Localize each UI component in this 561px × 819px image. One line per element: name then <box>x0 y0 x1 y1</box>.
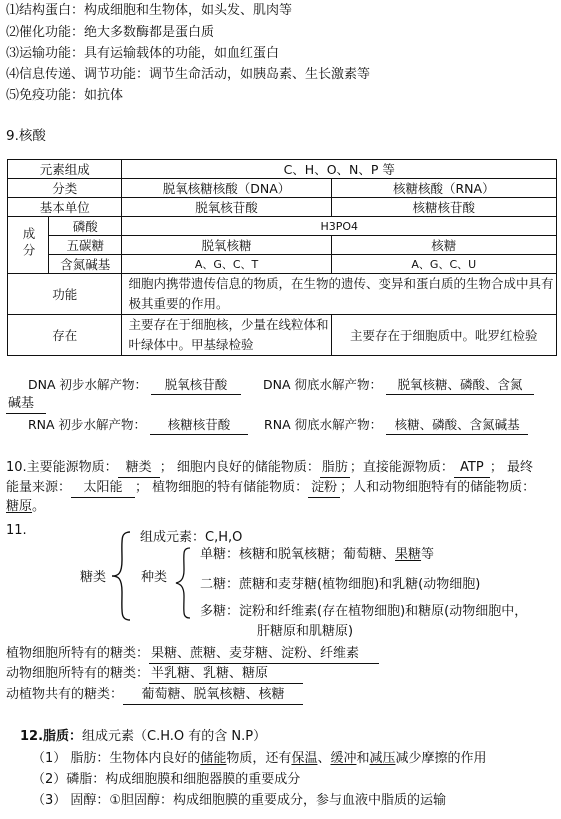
cell-rna-unit: 核糖核苷酸 <box>331 198 556 217</box>
section-12-title-line <box>20 728 266 746</box>
cell-rna-location: 主要存在于细胞质中。吡罗红检验 <box>331 315 556 356</box>
animal-sugars-answer: 半乳糖、乳糖、糖原 <box>149 665 303 684</box>
lipid-item-2: （2）磷脂：构成细胞膜和细胞器膜的重要成分 <box>32 772 301 787</box>
s10-answer-4: 太阳能 <box>71 479 135 498</box>
dna-complete-cont <box>6 395 46 414</box>
lipid-1-a: （1） 脂肪：生物体内良好的 <box>32 751 201 766</box>
rna-initial-answer: 核糖核苷酸 <box>150 416 248 435</box>
s10-text-7: ；人和动物细胞特有的储能物质： <box>340 480 536 495</box>
function-line-5: ⑸免疫功能：如抗体 <box>6 88 124 103</box>
cell-rna-sugar: 核糖 <box>331 236 556 255</box>
cell-sugar-label: 五碳糖 <box>49 236 122 255</box>
function-line-4: ⑷信息传递、调节功能：调节生命活动，如胰岛素、生长激素等 <box>6 67 371 82</box>
mono-end: 等 <box>421 547 435 562</box>
cell-function-text: 细胞内携带遗传信息的物质，在生物的遗传、变异和蛋白质的生物合成中具有极其重要的作用。 <box>122 274 557 315</box>
section-12-title-rest: 组成元素（C.H.O 有的含 N.P） <box>82 729 267 744</box>
plant-sugars-answer: 果糖、蔗糖、麦芽糖、淀粉、纤维素 <box>149 645 379 664</box>
lipid-1-u3: 缓冲 <box>330 751 357 766</box>
rna-hydrolysis-line <box>28 416 528 435</box>
composition-label-text: 成分 <box>21 227 36 260</box>
cell-function-label: 功能 <box>8 274 122 315</box>
polysaccharide-line-2: 肝糖原和肌糖原) <box>257 624 354 639</box>
function-line-3: ⑶运输功能：具有运输载体的功能，如血红蛋白 <box>6 46 280 61</box>
lipid-item-1 <box>32 750 487 768</box>
cell-unit-label: 基本单位 <box>8 198 122 217</box>
lipid-1-c: 、 <box>317 751 331 766</box>
cell-dna-bases: A、G、C、T <box>122 255 331 274</box>
s10-answer-6: 糖原 <box>6 499 33 514</box>
lipid-1-d: 和 <box>356 751 370 766</box>
s10-text-2: ； 细胞内良好的储能物质： <box>159 460 320 475</box>
cell-dna: 脱氧核糖核酸（DNA） <box>122 179 331 198</box>
dna-complete-answer: 脱氧核糖、磷酸、含氮 <box>386 376 534 395</box>
sugar-label: 糖类 <box>80 570 107 585</box>
cell-elements-label: 元素组成 <box>8 160 122 179</box>
common-sugars-line <box>6 686 303 705</box>
brace-types <box>174 546 192 620</box>
s10-text-3: ；直接能源物质： <box>349 460 454 475</box>
common-sugars-label: 动植物共有的糖类： <box>6 687 124 702</box>
s10-text-5: 能量来源： <box>6 480 72 495</box>
lipid-1-e: 减少摩擦的作用 <box>395 751 487 766</box>
rna-initial-label: RNA 初步水解产物： <box>28 417 147 432</box>
cell-elements-value: C、H、O、N、P 等 <box>122 160 557 179</box>
polysaccharide-line-1: 多糖：淀粉和纤维素(存在植物细胞)和糖原(动物细胞中， <box>200 604 528 619</box>
section-10-line-3 <box>6 498 45 516</box>
s10-text-1: 10.主要能源物质： <box>6 460 118 475</box>
cell-rna: 核糖核酸（RNA） <box>331 179 556 198</box>
s10-answer-1: 糖类 <box>118 459 160 478</box>
s10-answer-3: ATP <box>454 459 490 478</box>
cell-dna-unit: 脱氧核苷酸 <box>122 198 331 217</box>
lipid-1-u1: 储能 <box>200 751 227 766</box>
section-10-line-1 <box>6 459 533 478</box>
s10-answer-5: 淀粉 <box>308 479 340 498</box>
mono-label: 单糖： <box>200 547 240 562</box>
brace-sugar <box>110 530 132 622</box>
section-10-line-2 <box>6 479 535 498</box>
dna-complete-label: DNA 彻底水解产物： <box>262 377 382 392</box>
common-sugars-answer: 葡萄糖、脱氧核糖、核糖 <box>123 686 303 705</box>
cell-class-label: 分类 <box>8 179 122 198</box>
rna-complete-label: RNA 彻底水解产物： <box>264 417 383 432</box>
dna-initial-label: DNA 初步水解产物： <box>28 377 148 392</box>
cell-dna-location: 主要存在于细胞核，少量在线粒体和叶绿体中。甲基绿检验 <box>122 315 331 356</box>
animal-sugars-line <box>6 665 303 684</box>
function-line-1: ⑴结构蛋白：构成细胞和生物体，如头发、肌肉等 <box>6 3 293 18</box>
cell-location-label: 存在 <box>8 315 122 356</box>
monosaccharide-line <box>200 546 434 564</box>
cell-phosphate-value: H3PO4 <box>122 217 557 236</box>
cell-base-label: 含氮碱基 <box>49 255 122 274</box>
disaccharide-line: 二糖：蔗糖和麦芽糖(植物细胞)和乳糖(动物细胞) <box>200 577 481 592</box>
lipid-1-u2: 保温 <box>291 751 318 766</box>
s10-answer-2: 脂肪 <box>320 459 350 478</box>
lipid-item-3: （3） 固醇：①胆固醇：构成细胞膜的重要成分，参与血液中脂质的运输 <box>32 793 447 808</box>
cell-dna-sugar: 脱氧核糖 <box>122 236 331 255</box>
lipid-1-u4: 减压 <box>369 751 396 766</box>
mono-text: 核糖和脱氧核糖；葡萄糖、 <box>239 547 396 562</box>
nucleic-acid-table <box>7 159 557 356</box>
section-12-title: 12.脂质： <box>20 729 83 744</box>
dna-hydrolysis-line <box>28 376 534 395</box>
rna-complete-answer: 核糖、磷酸、含氮碱基 <box>386 416 528 435</box>
s10-text-6: ； 植物细胞的特有储能物质： <box>135 480 309 495</box>
cell-rna-bases: A、G、C、U <box>331 255 556 274</box>
animal-sugars-label: 动物细胞所特有的糖类： <box>6 666 150 681</box>
sugar-types-label: 种类 <box>141 570 168 585</box>
function-line-2: ⑵催化功能：绝大多数酶都是蛋白质 <box>6 25 215 40</box>
cell-phosphate-label: 磷酸 <box>49 217 122 236</box>
plant-sugars-label: 植物细胞所特有的糖类： <box>6 646 150 661</box>
sugar-elements: 组成元素：C,H,O <box>140 530 243 545</box>
s10-text-8: 。 <box>32 499 46 514</box>
lipid-1-b: 物质，还有 <box>226 751 292 766</box>
section-11-number: 11. <box>6 523 27 538</box>
s10-text-4: ； 最终 <box>489 460 533 475</box>
cell-composition-label <box>8 217 49 274</box>
plant-sugars-line <box>6 645 379 664</box>
dna-initial-answer: 脱氧核苷酸 <box>151 376 241 395</box>
dna-complete-answer-2: 碱基 <box>6 395 46 414</box>
mono-underlined: 果糖 <box>395 547 422 562</box>
section-9-title: 9.核酸 <box>6 128 46 144</box>
